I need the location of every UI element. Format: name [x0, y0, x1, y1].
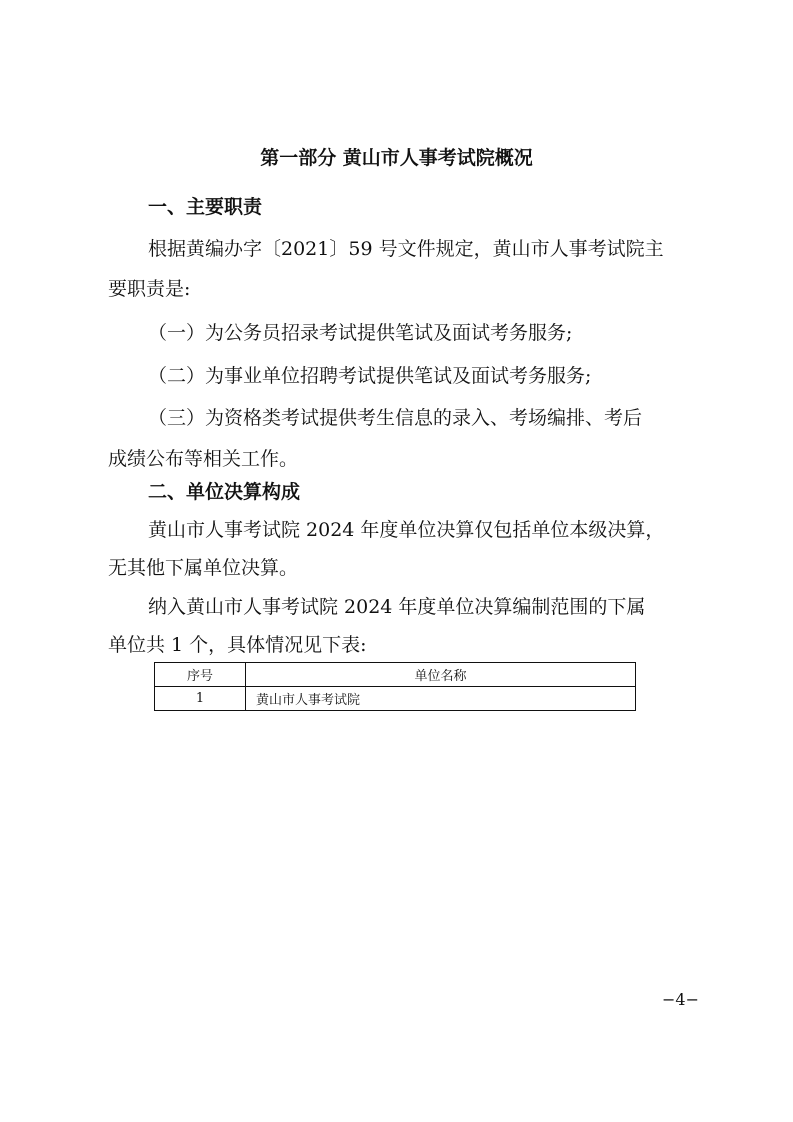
table-row: [155, 687, 636, 711]
duty-item-3-line-1: （三）为资格类考试提供考生信息的录入、考场编排、考后: [148, 407, 643, 429]
duty-item-3-line-2: 成绩公布等相关工作。: [108, 448, 299, 470]
section-heading-composition: 二、单位决算构成: [148, 481, 301, 503]
header-serial-number: 序号: [155, 663, 246, 687]
duty-item-2: （二）为事业单位招聘考试提供笔试及面试考务服务;: [148, 365, 592, 387]
composition-para-2-line-1: 纳入黄山市人事考试院 2024 年度单位决算编制范围的下属: [148, 596, 646, 618]
page-number: −4−: [662, 990, 699, 1009]
units-table: [154, 662, 636, 711]
table-header-row: [155, 663, 636, 687]
duties-intro-line-1: 根据黄编办字〔2021〕59 号文件规定，黄山市人事考试院主: [148, 238, 664, 260]
duty-item-1: （一）为公务员招录考试提供笔试及面试考务服务;: [148, 322, 573, 344]
page-title: 第一部分 黄山市人事考试院概况: [260, 147, 533, 169]
composition-para-1-line-1: 黄山市人事考试院 2024 年度单位决算仅包括单位本级决算，: [148, 519, 665, 541]
header-unit-name: 单位名称: [246, 663, 636, 687]
cell-unit-name: 黄山市人事考试院: [246, 687, 636, 711]
duties-intro-line-2: 要职责是:: [108, 278, 191, 300]
composition-para-1-line-2: 无其他下属单位决算。: [108, 557, 299, 579]
composition-para-2-line-2: 单位共 1 个，具体情况见下表:: [108, 634, 367, 656]
section-heading-duties: 一、主要职责: [148, 196, 263, 218]
cell-serial-number: 1: [155, 687, 246, 711]
